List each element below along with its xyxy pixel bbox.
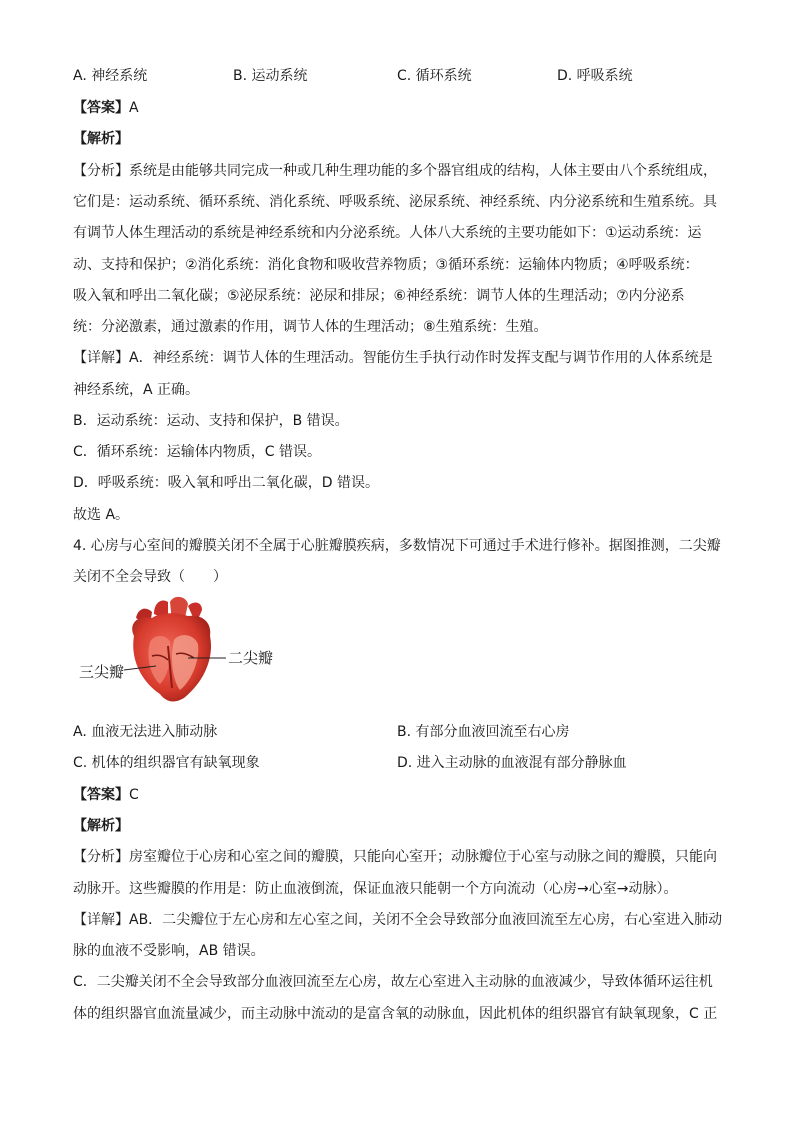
q4-analysis-header: 【解析】: [73, 818, 129, 834]
q4-answer: [73, 785, 139, 805]
q4-line: C．二尖瓣关闭不全会导致部分血液回流至左心房，故左心室进入主动脉的血液减少，导致体循环运往机: [73, 974, 713, 990]
q4-answer-value: C: [129, 787, 139, 803]
q3-line: 【详解】A．神经系统：调节人体的生理活动。智能仿生手执行动作时发挥支配与调节作用的人体系统是: [73, 350, 713, 366]
q3-line: B．运动系统：运动、支持和保护，B 错误。: [73, 413, 349, 429]
label-mitral-valve: 二尖瓣: [228, 649, 274, 667]
q3-line: 统：分泌激素，通过激素的作用，调节人体的生理活动；⑧生殖系统：生殖。: [73, 319, 548, 335]
q4-option-a: A. 血液无法进入肺动脉: [73, 724, 218, 740]
q4-line: 【分析】房室瓣位于心房和心室之间的瓣膜，只能向心室开；动脉瓣位于心室与动脉之间的瓣膜，只能向: [73, 849, 717, 865]
q4-option-c: C. 机体的组织器官有缺氧现象: [73, 755, 260, 771]
q4-option-b: B. 有部分血液回流至右心房: [397, 724, 570, 740]
label-tricuspid-valve: 三尖瓣: [79, 663, 125, 681]
q3-option-d: D. 呼吸系统: [557, 68, 633, 84]
q3-option-c: C. 循环系统: [397, 68, 472, 84]
q4-line: 体的组织器官血流量减少，而主动脉中流动的是富含氧的动脉血，因此机体的组织器官有缺氧现象，C 正: [73, 1006, 718, 1022]
q3-answer-tag: 【答案】: [73, 100, 129, 116]
q4-line: 动脉开。这些瓣膜的作用是：防止血液倒流，保证血液只能朝一个方向流动（心房→心室→动脉）。: [73, 881, 678, 897]
q3-line: D．呼吸系统：吸入氧和呼出二氧化碳，D 错误。: [73, 475, 380, 491]
q4-answer-tag: 【答案】: [73, 787, 129, 803]
q3-line: 神经系统，A 正确。: [73, 382, 200, 398]
q3-line: 动、支持和保护；②消化系统：消化食物和吸收营养物质；③循环系统：运输体内物质；④呼吸系统：: [73, 257, 699, 273]
q4-line: 【详解】AB．二尖瓣位于左心房和左心室之间，关闭不全会导致部分血液回流至左心房，右心室进入肺动: [73, 912, 723, 928]
q3-line: 它们是：运动系统、循环系统、消化系统、呼吸系统、泌尿系统、神经系统、内分泌系统和生殖系统。具: [73, 194, 717, 210]
q4-line: 脉的血液不受影响，AB 错误。: [73, 943, 265, 959]
q3-line: 有调节人体生理活动的系统是神经系统和内分泌系统。人体八大系统的主要功能如下：①运动系统：运: [73, 225, 702, 241]
q3-option-b: B. 运动系统: [233, 68, 308, 84]
q4-stem-line2: 关闭不全会导致（ ）: [73, 569, 227, 585]
q3-analysis-header: 【解析】: [73, 131, 129, 147]
q3-line: 【分析】系统是由能够共同完成一种或几种生理功能的多个器官组成的结构，人体主要由八个系统组成，: [73, 163, 717, 179]
q3-line: C．循环系统：运输体内物质，C 错误。: [73, 444, 321, 460]
q3-option-a: A. 神经系统: [73, 68, 148, 84]
q4-option-d: D. 进入主动脉的血液混有部分静脉血: [397, 755, 627, 771]
q3-answer: [73, 98, 139, 118]
q4-stem-line1: 4. 心房与心室间的瓣膜关闭不全属于心脏瓣膜疾病，多数情况下可通过手术进行修补。据图推测，二尖瓣: [73, 538, 721, 554]
q3-line: 吸入氧和呼出二氧化碳；⑤泌尿系统：泌尿和排尿；⑥神经系统：调节人体的生理活动；⑦内分泌系: [73, 288, 685, 304]
q3-answer-value: A: [129, 100, 139, 116]
q3-line: 故选 A。: [73, 507, 130, 523]
